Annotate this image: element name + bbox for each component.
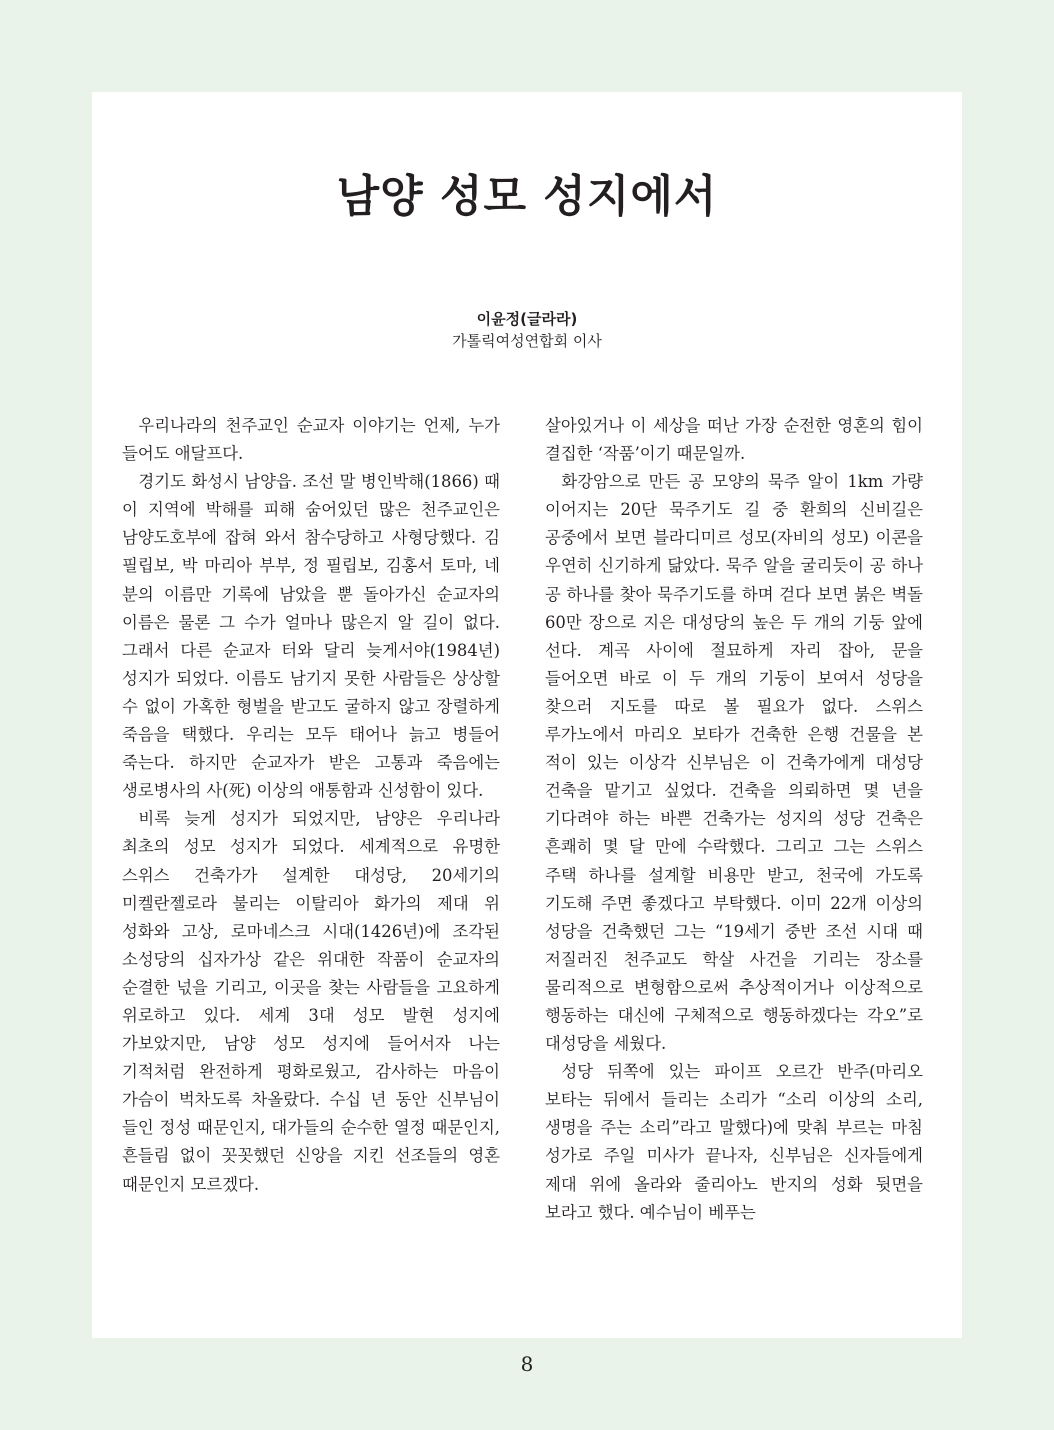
author-name: 이윤정(글라라) [476, 310, 578, 328]
author-block [92, 308, 962, 352]
author-role: 가톨릭여성연합회 이사 [452, 332, 602, 350]
paragraph: 성당 뒤쪽에 있는 파이프 오르간 반주(마리오 보타는 뒤에서 들리는 소리가 “소리 이상의 소리, 생명을 주는 소리”라고 말했다)에 맞춰 부르는 마침 성가로 주일 미사가 끝나자, 신부님은 신자들에게 제대 위에 올라와 줄리아노 반지의 성화 뒷면을 보라고 했다. 예수님이 베푸는 [545, 1062, 923, 1222]
paragraph: 비록 늦게 성지가 되었지만, 남양은 우리나라 최초의 성모 성지가 되었다. 세계적으로 유명한 스위스 건축가가 설계한 대성당, 20세기의 미켈란젤로라 불리는 이탈리아 화가의 제대 위 성화와 고상, 로마네스크 시대(1426년)에 조각된 소성당의 십자가상 같은 위대한 작품이 순교자의 순결한 넋을 기리고, 이곳을 찾는 사람들을 고요하게 위로하고 있다. 세계 3대 성모 발현 성지에 가보았지만, 남양 성모 성지에 들어서자 나는 기적처럼 완전하게 평화로웠고, 감사하는 마음이 가슴이 벅차도록 차올랐다. 수십 년 동안 신부님이 들인 정성 때문인지, 대가들의 순수한 열정 때문인지, 흔들림 없이 꼿꼿했던 신앙을 지킨 선조들의 영혼 때문인지 모르겠다. [122, 809, 500, 1194]
paragraph: 우리나라의 천주교인 순교자 이야기는 언제, 누가 들어도 애달프다. [122, 416, 500, 464]
paragraph: 살아있거나 이 세상을 떠난 가장 순전한 영혼의 힘이 결집한 ‘작품’이기 때문일까. [545, 416, 923, 464]
right-column [545, 412, 923, 1227]
paragraph: 화강암으로 만든 공 모양의 묵주 알이 1km 가량 이어지는 20단 묵주기도 길 중 환희의 신비길은 공중에서 보면 블라디미르 성모(자비의 성모) 이콘을 우연히 신기하게 닮았다. 묵주 알을 굴리듯이 공 하나 공 하나를 찾아 묵주기도를 하며 걷다 보면 붉은 벽돌 60만 장으로 지은 대성당의 높은 두 개의 기둥 앞에 선다. 계곡 사이에 절묘하게 자리 잡아, 문을 들어오면 바로 이 두 개의 기둥이 보여서 성당을 찾으러 지도를 따로 볼 필요가 없다. 스위스 루가노에서 마리오 보타가 건축한 은행 건물을 본 적이 있는 이상각 신부님은 이 건축가에게 대성당 건축을 맡기고 싶었다. 건축을 의뢰하면 몇 년을 기다려야 하는 바쁜 건축가는 성지의 성당 건축은 흔쾌히 몇 달 만에 수락했다. 그리고 그는 스위스 주택 하나를 설계할 비용만 받고, 천국에 가도록 기도해 주면 좋겠다고 부탁했다. 이미 22개 이상의 성당을 건축했던 그는 “19세기 중반 조선 시대 때 저질러진 천주교도 학살 사건을 기리는 장소를 물리적으로 변형함으로써 추상적이거나 이상적으로 행동하는 대신에 구체적으로 행동하겠다는 각오”로 대성당을 세웠다. [545, 472, 923, 1054]
page-number: 8 [520, 1352, 534, 1376]
paragraph: 경기도 화성시 남양읍. 조선 말 병인박해(1866) 때 이 지역에 박해를 피해 숨어있던 많은 천주교인은 남양도호부에 잡혀 와서 참수당하고 사형당했다. 김 필립보, 박 마리아 부부, 정 필립보, 김홍서 토마, 네 분의 이름만 기록에 남았을 뿐 돌아가신 순교자의 이름은 물론 그 수가 얼마나 많은지 알 길이 없다. 그래서 다른 순교자 터와 달리 늦게서야(1984년) 성지가 되었다. 이름도 남기지 못한 사람들은 상상할 수 없이 가혹한 형벌을 받고도 굴하지 않고 장렬하게 죽음을 택했다. 우리는 모두 태어나 늙고 병들어 죽는다. 하지만 순교자가 받은 고통과 죽음에는 생로병사의 사(死) 이상의 애통함과 신성함이 있다. [122, 472, 500, 801]
article-page [92, 92, 962, 1338]
article-title: 남양 성모 성지에서 [336, 171, 718, 222]
left-column [122, 412, 500, 1199]
